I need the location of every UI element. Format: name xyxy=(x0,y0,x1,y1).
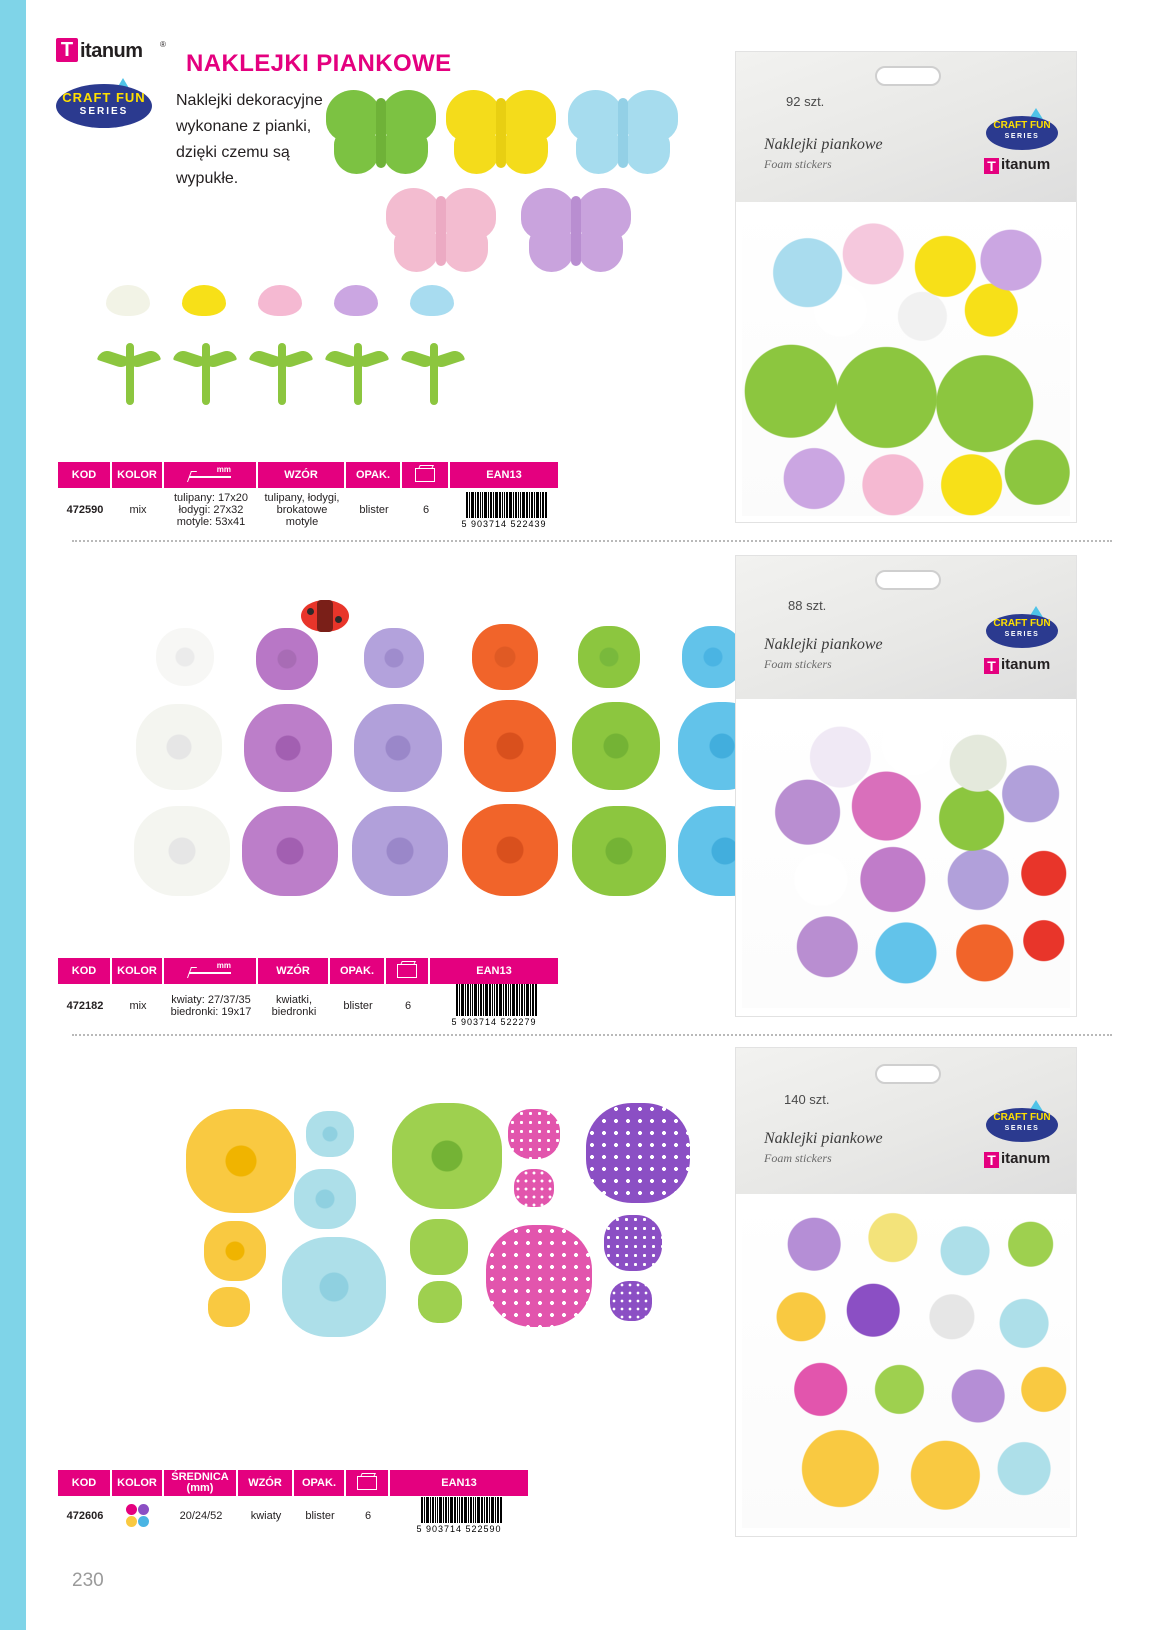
value-kolor: mix xyxy=(129,1000,147,1012)
flower-small-violet xyxy=(256,628,318,690)
value-size: tulipany: 17x20 łodygi: 27x32 motyle: 53x41 xyxy=(174,492,248,528)
package-name-1: Naklejki piankowe xyxy=(764,136,883,153)
barcode-1 xyxy=(462,490,547,518)
header-kolor: KOLOR xyxy=(112,1470,164,1496)
value-srednica: 20/24/52 xyxy=(179,1510,223,1522)
value-ean xyxy=(390,1496,528,1536)
value-ean xyxy=(430,984,558,1028)
package-name-2: Naklejki piankowe xyxy=(764,636,883,653)
craft-fun-sublabel: SERIES xyxy=(79,106,129,117)
unit-mm: mm xyxy=(216,961,231,970)
header-ean: EAN13 xyxy=(430,958,558,984)
package-name-3: Naklejki piankowe xyxy=(764,1130,883,1147)
butterfly-violet xyxy=(521,188,631,274)
stem-2 xyxy=(174,343,236,405)
spec-data-row-3 xyxy=(58,1496,528,1536)
craft-fun-badge-sublabel-2: SERIES xyxy=(1004,631,1040,638)
package-photo-3 xyxy=(736,1048,1076,1536)
value-wzor: kwiatki, biedronki xyxy=(271,994,317,1018)
hang-hole-2 xyxy=(875,570,941,590)
package-brand-2: T itanum xyxy=(984,656,1050,674)
flower-medium-white xyxy=(136,704,222,790)
flower-large-orange xyxy=(462,804,558,896)
header-wzor: WZÓR xyxy=(258,462,346,488)
craft-fun-badge-2 xyxy=(986,606,1058,650)
butterfly-yellow xyxy=(446,90,556,176)
value-szt: 6 xyxy=(364,1510,372,1522)
butterfly-blue xyxy=(568,90,678,176)
flower-small-lilac xyxy=(364,628,424,688)
spec-table-2 xyxy=(58,958,558,1028)
logo-letter: T xyxy=(60,39,74,61)
value-ean xyxy=(450,488,558,532)
flower-large-green xyxy=(572,806,666,896)
flower-medium-lilac xyxy=(354,704,442,792)
flower-yellow-large xyxy=(186,1109,296,1213)
value-opak: blister xyxy=(305,1510,335,1522)
package-name-en-3: Foam stickers xyxy=(764,1151,832,1165)
box-icon xyxy=(397,964,417,978)
header-opak: OPAK. xyxy=(294,1470,346,1496)
spec-header-row-3 xyxy=(58,1470,528,1496)
butterfly-pink xyxy=(386,188,496,274)
package-window-3 xyxy=(742,1198,1070,1528)
header-szt xyxy=(386,958,430,984)
value-kolor-swatches xyxy=(112,1496,164,1536)
package-brand-3: T itanum xyxy=(984,1150,1050,1168)
product-illustration-2 xyxy=(116,600,696,900)
stem-5 xyxy=(402,343,464,405)
header-wzor: WZÓR xyxy=(258,958,330,984)
flower-yellow-medium xyxy=(204,1221,266,1281)
flower-pink-dots-small xyxy=(508,1109,560,1159)
craft-fun-badge-1 xyxy=(986,108,1058,152)
package-name-en-2: Foam stickers xyxy=(764,657,832,671)
titanum-logo xyxy=(56,38,166,64)
package-name-en-1: Foam stickers xyxy=(764,157,832,171)
value-szt: 6 xyxy=(404,1000,412,1012)
spec-header-row-1 xyxy=(58,462,558,488)
value-wzor: tulipany, łodygi, brokatowe motyle xyxy=(264,492,340,528)
flower-yellow-small xyxy=(208,1287,250,1327)
flower-medium-green xyxy=(572,702,660,790)
flower-large-lilac xyxy=(352,806,448,896)
logo-mark xyxy=(56,38,78,62)
spec-data-row-2 xyxy=(58,984,558,1028)
tulip-violet xyxy=(334,285,378,341)
flower-green-large xyxy=(392,1103,502,1209)
header-szt xyxy=(402,462,450,488)
stem-1 xyxy=(98,343,160,405)
hang-hole-1 xyxy=(875,66,941,86)
header-opak: OPAK. xyxy=(346,462,402,488)
barcode-2 xyxy=(452,984,537,1016)
ruler-icon xyxy=(189,467,231,483)
flower-medium-orange xyxy=(464,700,556,792)
craft-fun-badge-label-2: CRAFT FUN xyxy=(993,618,1051,629)
value-kod: 472606 xyxy=(66,1510,104,1522)
header-kod: KOD xyxy=(58,462,112,488)
craft-fun-badge-label-1: CRAFT FUN xyxy=(993,120,1051,131)
header-kolor: KOLOR xyxy=(112,958,164,984)
header-wzor: WZÓR xyxy=(238,1470,294,1496)
value-opak: blister xyxy=(343,1000,373,1012)
ruler-icon xyxy=(189,963,231,979)
ladybug xyxy=(301,600,349,632)
header-size xyxy=(164,462,258,488)
spec-data-row-1 xyxy=(58,488,558,532)
header-opak: OPAK. xyxy=(330,958,386,984)
barcode-number-3: 5 903714 522590 xyxy=(416,1524,502,1534)
butterfly-green xyxy=(326,90,436,176)
spec-table-3 xyxy=(58,1470,528,1536)
flower-small-white xyxy=(156,628,214,686)
value-kolor: mix xyxy=(129,504,147,516)
value-szt: 6 xyxy=(422,504,430,516)
tulip-pink xyxy=(258,285,302,341)
box-icon xyxy=(415,468,435,482)
logo-text: itanum xyxy=(80,40,143,62)
header-ean: EAN13 xyxy=(390,1470,528,1496)
box-icon xyxy=(357,1476,377,1490)
stem-3 xyxy=(250,343,312,405)
package-photo-2 xyxy=(736,556,1076,1016)
tulips-illustration xyxy=(86,285,506,420)
tulip-blue xyxy=(410,285,454,341)
flower-small-green xyxy=(578,626,640,688)
header-kolor: KOLOR xyxy=(112,462,164,488)
section-separator-1 xyxy=(72,540,1112,542)
header-srednica: ŚREDNICA (mm) xyxy=(164,1470,238,1496)
tulip-white xyxy=(106,285,150,341)
package-count-1: 92 szt. xyxy=(786,94,825,109)
stem-4 xyxy=(326,343,388,405)
hang-hole-3 xyxy=(875,1064,941,1084)
craft-fun-badge-3 xyxy=(986,1100,1058,1144)
tulip-yellow xyxy=(182,285,226,341)
craft-fun-badge-sublabel-1: SERIES xyxy=(1004,133,1040,140)
flower-blue-small xyxy=(306,1111,354,1157)
catalog-page xyxy=(26,0,1152,1630)
barcode-number-2: 5 903714 522279 xyxy=(451,1017,537,1027)
flower-small-orange xyxy=(472,624,538,690)
package-window-2 xyxy=(742,702,1070,1008)
value-size: kwiaty: 27/37/35 biedronki: 19x17 xyxy=(170,994,252,1018)
spec-header-row-2 xyxy=(58,958,558,984)
package-count-3: 140 szt. xyxy=(784,1092,830,1107)
value-opak: blister xyxy=(359,504,389,516)
flower-purple-dots-small xyxy=(610,1281,652,1321)
craft-fun-badge-label-3: CRAFT FUN xyxy=(993,1112,1051,1123)
page-number: 230 xyxy=(72,1570,104,1591)
craft-fun-series-logo xyxy=(56,78,152,134)
page-side-bar xyxy=(0,0,26,1630)
registered-mark: ® xyxy=(160,40,166,49)
section-separator-2 xyxy=(72,1034,1112,1036)
flower-blue-medium xyxy=(294,1169,356,1229)
barcode-3 xyxy=(417,1497,502,1523)
flower-green-medium xyxy=(410,1219,468,1275)
page-description: Naklejki dekoracyjne wykonane z pianki, dzięki czemu są wypukłe. xyxy=(176,92,323,187)
craft-fun-label: CRAFT FUN xyxy=(62,90,146,105)
unit-mm: mm xyxy=(216,465,231,474)
header-ean: EAN13 xyxy=(450,462,558,488)
flower-blue-large xyxy=(282,1237,386,1337)
value-kod: 472590 xyxy=(66,504,104,516)
header-kod: KOD xyxy=(58,1470,112,1496)
flower-purple-dots-large xyxy=(586,1103,690,1203)
flower-large-violet xyxy=(242,806,338,896)
flower-pink-dots-large xyxy=(486,1225,592,1327)
value-kod: 472182 xyxy=(66,1000,104,1012)
flower-medium-violet xyxy=(244,704,332,792)
craft-fun-badge-sublabel-3: SERIES xyxy=(1004,1125,1040,1132)
flower-large-white xyxy=(134,806,230,896)
package-count-2: 88 szt. xyxy=(788,598,827,613)
header-kod: KOD xyxy=(58,958,112,984)
flower-purple-dots-medium xyxy=(604,1215,662,1271)
flower-small-blue xyxy=(682,626,744,688)
flower-pink-dots-tiny xyxy=(514,1169,554,1207)
package-photo-1 xyxy=(736,52,1076,522)
flower-green-small xyxy=(418,1281,462,1323)
header-szt xyxy=(346,1470,390,1496)
spec-table-1 xyxy=(58,462,558,532)
value-wzor: kwiaty xyxy=(250,1510,282,1522)
package-brand-1: T itanum xyxy=(984,156,1050,174)
barcode-number-1: 5 903714 522439 xyxy=(461,519,547,529)
page-title: NAKLEJKI PIANKOWE xyxy=(186,50,452,77)
header-size xyxy=(164,958,258,984)
product-illustration-3 xyxy=(186,1095,656,1355)
package-window-1 xyxy=(742,204,1070,516)
